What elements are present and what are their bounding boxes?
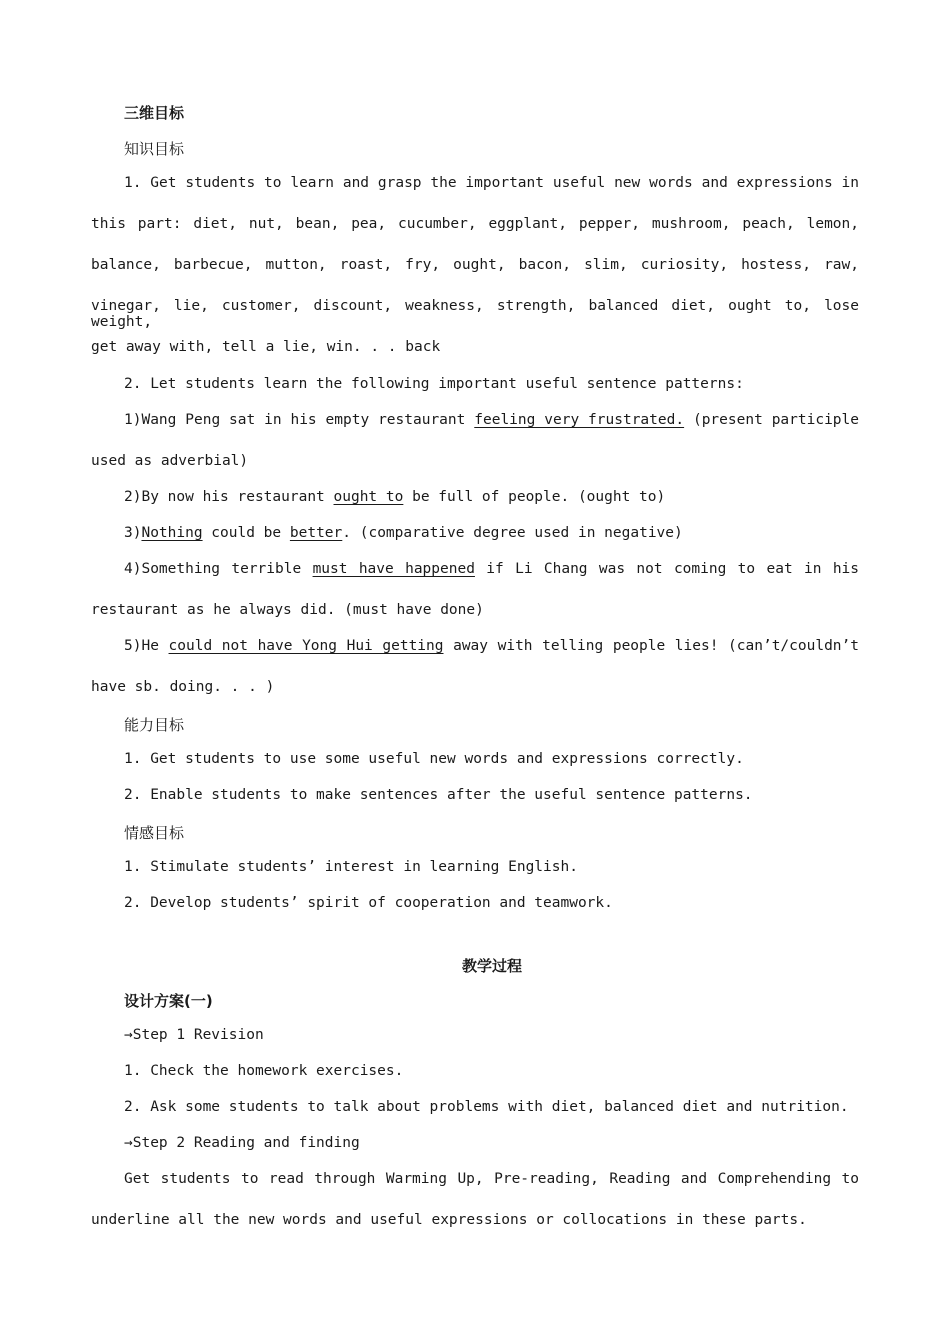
subheading-knowledge: 知识目标 (124, 140, 185, 158)
sentence-text: . (comparative degree used in negative) (342, 525, 683, 541)
knowledge-item-1-line-4: vinegar, lie, customer, discount, weakness, strength, balanced diet, ought to, lose weight, (91, 298, 859, 330)
underlined-phrase: Nothing (141, 525, 203, 541)
knowledge-item-1-line-3: balance, barbecue, mutton, roast, fry, ought, bacon, slim, curiosity, hostess, raw, (91, 257, 859, 273)
knowledge-item-1-line-5: get away with, tell a lie, win. . . back (91, 339, 441, 355)
knowledge-item-1-line-1: 1. Get students to learn and grasp the important useful new words and expressions in (124, 175, 859, 191)
subheading-emotion: 情感目标 (124, 824, 185, 842)
underlined-phrase: feeling very frustrated. (474, 412, 685, 428)
sentence-text: 4)Something terrible (124, 561, 313, 577)
underlined-phrase: ought to (333, 489, 404, 505)
ability-item-2: 2. Enable students to make sentences after the useful sentence patterns. (124, 787, 753, 803)
step-1-item-2: 2. Ask some students to talk about problems with diet, balanced diet and nutrition. (124, 1099, 849, 1115)
ability-item-1: 1. Get students to use some useful new words and expressions correctly. (124, 751, 744, 767)
section-heading-process: 教学过程 (461, 957, 522, 975)
sentence-pattern-4-line-2: restaurant as he always did. (must have done) (91, 602, 484, 618)
sentence-text: be full of people. (ought to) (403, 489, 666, 505)
sentence-pattern-5 (91, 638, 859, 654)
sentence-pattern-5-line-2: have sb. doing. . . ) (91, 679, 275, 695)
sentence-pattern-3 (91, 525, 683, 541)
sentence-text: 3) (124, 525, 142, 541)
subheading-ability: 能力目标 (124, 716, 185, 734)
sentence-text: could be (202, 525, 290, 541)
sentence-text: away with telling people lies! (can’t/couldn’t (443, 638, 860, 654)
step-2-heading: →Step 2 Reading and finding (124, 1135, 360, 1151)
knowledge-item-1-line-2: this part: diet, nut, bean, pea, cucumber, eggplant, pepper, mushroom, peach, lemon, (91, 216, 859, 232)
emotion-item-2: 2. Develop students’ spirit of cooperation and teamwork. (124, 895, 613, 911)
plan-heading: 设计方案(一) (124, 992, 213, 1010)
step-1-item-1: 1. Check the homework exercises. (124, 1063, 404, 1079)
sentence-pattern-4 (91, 561, 859, 577)
sentence-text: if Li Chang was not coming to eat in his (474, 561, 860, 577)
knowledge-item-2: 2. Let students learn the following important useful sentence patterns: (124, 376, 744, 392)
underlined-phrase: must have happened (312, 561, 475, 577)
sentence-pattern-2 (91, 489, 665, 505)
step-2-text-line-2: underline all the new words and useful expressions or collocations in these parts. (91, 1212, 807, 1228)
sentence-text: (present participle (684, 412, 859, 428)
sentence-text: 1)Wang Peng sat in his empty restaurant (124, 412, 475, 428)
sentence-pattern-1-line-2: used as adverbial) (91, 453, 249, 469)
underlined-phrase: could not have Yong Hui getting (168, 638, 444, 654)
step-1-heading: →Step 1 Revision (124, 1027, 264, 1043)
section-heading-objectives: 三维目标 (124, 104, 185, 122)
emotion-item-1: 1. Stimulate students’ interest in learning English. (124, 859, 578, 875)
sentence-pattern-1 (91, 412, 859, 428)
underlined-phrase: better (289, 525, 343, 541)
step-2-text-line-1: Get students to read through Warming Up, Pre-reading, Reading and Comprehending to (124, 1171, 859, 1187)
sentence-text: 2)By now his restaurant (124, 489, 334, 505)
sentence-text: 5)He (124, 638, 169, 654)
